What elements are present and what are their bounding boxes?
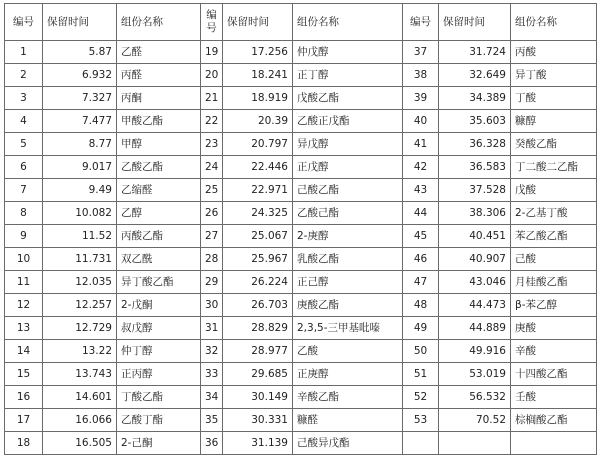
retention-time-cell: 9.017 [43,156,117,179]
table-row [5,386,597,409]
retention-time-cell: 25.967 [223,248,293,271]
table-row [5,202,597,225]
retention-time-cell: 30.149 [223,386,293,409]
number-cell: 14 [5,340,43,363]
component-name-cell: 正丁醇 [293,64,403,87]
component-name-cell: 苯乙酸乙酯 [511,225,597,248]
number-cell: 5 [5,133,43,156]
component-name-cell: 己酸 [511,248,597,271]
component-name-cell: 丙酸乙酯 [117,225,201,248]
number-cell: 22 [201,110,223,133]
number-cell: 42 [403,156,439,179]
table-row [5,156,597,179]
header-time-3: 保留时间 [439,4,511,41]
component-name-cell: 乙酸丁酯 [117,409,201,432]
number-cell: 16 [5,386,43,409]
component-name-cell: 辛酸 [511,340,597,363]
component-name-cell: 正丙醇 [117,363,201,386]
component-name-cell: 十四酸乙酯 [511,363,597,386]
number-cell: 20 [201,64,223,87]
component-name-cell: β-苯乙醇 [511,294,597,317]
number-cell: 48 [403,294,439,317]
component-name-cell: 异戊醇 [293,133,403,156]
component-name-cell: 棕榈酸乙酯 [511,409,597,432]
retention-time-cell: 7.327 [43,87,117,110]
retention-time-cell: 31.724 [439,41,511,64]
component-name-cell: 丁酸 [511,87,597,110]
table-row [5,87,597,110]
retention-time-cell: 43.046 [439,271,511,294]
component-name-cell: 异丁酸乙酯 [117,271,201,294]
table-row [5,225,597,248]
component-name-cell: 乳酸乙酯 [293,248,403,271]
retention-time-cell: 29.685 [223,363,293,386]
retention-time-cell: 7.477 [43,110,117,133]
number-cell: 39 [403,87,439,110]
component-name-cell: 丁二酸二乙酯 [511,156,597,179]
retention-time-cell: 22.971 [223,179,293,202]
header-name-2: 组份名称 [293,4,403,41]
number-cell: 46 [403,248,439,271]
retention-time-cell: 25.067 [223,225,293,248]
header-no-1: 编号 [5,4,43,41]
component-name-cell: 丙醛 [117,64,201,87]
number-cell: 41 [403,133,439,156]
component-name-cell: 乙酸己酯 [293,202,403,225]
table-row [5,133,597,156]
number-cell: 34 [201,386,223,409]
component-name-cell: 2-戊酮 [117,294,201,317]
retention-time-cell: 53.019 [439,363,511,386]
component-name-cell: 庚酸 [511,317,597,340]
number-cell: 37 [403,41,439,64]
component-name-cell: 乙酸乙酯 [117,156,201,179]
component-name-cell: 己酸乙酯 [293,179,403,202]
retention-time-cell: 14.601 [43,386,117,409]
number-cell: 50 [403,340,439,363]
number-cell: 8 [5,202,43,225]
retention-time-cell: 9.49 [43,179,117,202]
component-name-cell: 月桂酸乙酯 [511,271,597,294]
number-cell: 15 [5,363,43,386]
header-time-1: 保留时间 [43,4,117,41]
retention-time-cell: 12.729 [43,317,117,340]
number-cell: 40 [403,110,439,133]
retention-time-cell: 35.603 [439,110,511,133]
component-name-cell: 双乙酰 [117,248,201,271]
retention-time-cell: 30.331 [223,409,293,432]
retention-time-cell: 37.528 [439,179,511,202]
number-cell: 9 [5,225,43,248]
number-cell: 13 [5,317,43,340]
table-row [5,64,597,87]
retention-time-cell: 36.583 [439,156,511,179]
number-cell: 30 [201,294,223,317]
retention-time-cell: 20.797 [223,133,293,156]
component-name-cell: 戊酸乙酯 [293,87,403,110]
table-row [5,294,597,317]
component-name-cell: 糠醇 [511,110,597,133]
retention-time-cell: 36.328 [439,133,511,156]
retention-time-cell: 44.473 [439,294,511,317]
retention-time-cell: 28.977 [223,340,293,363]
number-cell: 33 [201,363,223,386]
retention-time-cell: 18.919 [223,87,293,110]
number-cell: 28 [201,248,223,271]
retention-time-cell: 49.916 [439,340,511,363]
number-cell: 52 [403,386,439,409]
table-row [5,248,597,271]
table-row [5,409,597,432]
number-cell: 32 [201,340,223,363]
table-row [5,317,597,340]
retention-time-cell: 40.451 [439,225,511,248]
component-name-cell: 2-乙基丁酸 [511,202,597,225]
component-name-cell: 正庚醇 [293,363,403,386]
number-cell: 21 [201,87,223,110]
number-cell: 29 [201,271,223,294]
retention-time-cell: 56.532 [439,386,511,409]
number-cell: 26 [201,202,223,225]
retention-time-cell: 12.035 [43,271,117,294]
component-name-cell: 叔戊醇 [117,317,201,340]
table-row [5,41,597,64]
table-row [5,340,597,363]
component-name-cell: 乙酸正戊酯 [293,110,403,133]
number-cell: 7 [5,179,43,202]
number-cell: 10 [5,248,43,271]
number-cell: 3 [5,87,43,110]
component-name-cell: 2,3,5-三甲基吡嗪 [293,317,403,340]
retention-time-cell: 18.241 [223,64,293,87]
component-name-cell: 糠醛 [293,409,403,432]
number-cell: 49 [403,317,439,340]
component-name-cell: 丙酮 [117,87,201,110]
retention-time-cell: 38.306 [439,202,511,225]
number-cell: 2 [5,64,43,87]
retention-time-cell: 31.139 [223,432,293,455]
component-name-cell: 己酸异戊酯 [293,432,403,455]
retention-time-cell: 70.52 [439,409,511,432]
retention-time-cell: 13.22 [43,340,117,363]
number-cell: 27 [201,225,223,248]
retention-time-cell: 10.082 [43,202,117,225]
number-cell: 31 [201,317,223,340]
retention-time-cell: 26.703 [223,294,293,317]
component-name-cell [511,432,597,455]
number-cell: 35 [201,409,223,432]
number-cell [403,432,439,455]
header-name-1: 组份名称 [117,4,201,41]
retention-time-cell: 16.505 [43,432,117,455]
component-name-cell: 2-己酮 [117,432,201,455]
retention-time-cell: 40.907 [439,248,511,271]
component-name-cell: 辛酸乙酯 [293,386,403,409]
compound-retention-table [4,3,597,455]
number-cell: 25 [201,179,223,202]
retention-time-cell: 34.389 [439,87,511,110]
number-cell: 44 [403,202,439,225]
retention-time-cell: 5.87 [43,41,117,64]
retention-time-cell: 22.446 [223,156,293,179]
header-no-3: 编号 [403,4,439,41]
table-row [5,363,597,386]
compound-table-container [4,3,596,455]
number-cell: 12 [5,294,43,317]
number-cell: 51 [403,363,439,386]
number-cell: 24 [201,156,223,179]
component-name-cell: 丁酸乙酯 [117,386,201,409]
component-name-cell: 正己醇 [293,271,403,294]
number-cell: 6 [5,156,43,179]
retention-time-cell: 28.829 [223,317,293,340]
number-cell: 43 [403,179,439,202]
component-name-cell: 仲戊醇 [293,41,403,64]
component-name-cell: 乙缩醛 [117,179,201,202]
retention-time-cell: 11.731 [43,248,117,271]
component-name-cell: 正戊醇 [293,156,403,179]
header-name-3: 组份名称 [511,4,597,41]
retention-time-cell: 12.257 [43,294,117,317]
component-name-cell: 丙酸 [511,41,597,64]
number-cell: 18 [5,432,43,455]
retention-time-cell: 6.932 [43,64,117,87]
number-cell: 17 [5,409,43,432]
component-name-cell: 戊酸 [511,179,597,202]
table-row [5,110,597,133]
table-row [5,432,597,455]
retention-time-cell: 32.649 [439,64,511,87]
component-name-cell: 仲丁醇 [117,340,201,363]
component-name-cell: 乙酸 [293,340,403,363]
retention-time-cell: 44.889 [439,317,511,340]
number-cell: 38 [403,64,439,87]
number-cell: 4 [5,110,43,133]
retention-time-cell: 16.066 [43,409,117,432]
header-time-2: 保留时间 [223,4,293,41]
retention-time-cell: 17.256 [223,41,293,64]
component-name-cell: 甲酸乙酯 [117,110,201,133]
number-cell: 11 [5,271,43,294]
number-cell: 53 [403,409,439,432]
number-cell: 23 [201,133,223,156]
table-body [5,41,597,455]
component-name-cell: 乙醇 [117,202,201,225]
retention-time-cell: 26.224 [223,271,293,294]
header-no-2: 编号 [201,4,223,41]
retention-time-cell: 11.52 [43,225,117,248]
retention-time-cell: 13.743 [43,363,117,386]
retention-time-cell [439,432,511,455]
component-name-cell: 壬酸 [511,386,597,409]
component-name-cell: 乙醛 [117,41,201,64]
retention-time-cell: 24.325 [223,202,293,225]
table-row [5,271,597,294]
component-name-cell: 异丁酸 [511,64,597,87]
number-cell: 36 [201,432,223,455]
header-row [5,4,597,41]
number-cell: 1 [5,41,43,64]
retention-time-cell: 8.77 [43,133,117,156]
number-cell: 45 [403,225,439,248]
number-cell: 19 [201,41,223,64]
table-row [5,179,597,202]
component-name-cell: 庚酸乙酯 [293,294,403,317]
component-name-cell: 癸酸乙酯 [511,133,597,156]
component-name-cell: 2-庚醇 [293,225,403,248]
retention-time-cell: 20.39 [223,110,293,133]
number-cell: 47 [403,271,439,294]
component-name-cell: 甲醇 [117,133,201,156]
